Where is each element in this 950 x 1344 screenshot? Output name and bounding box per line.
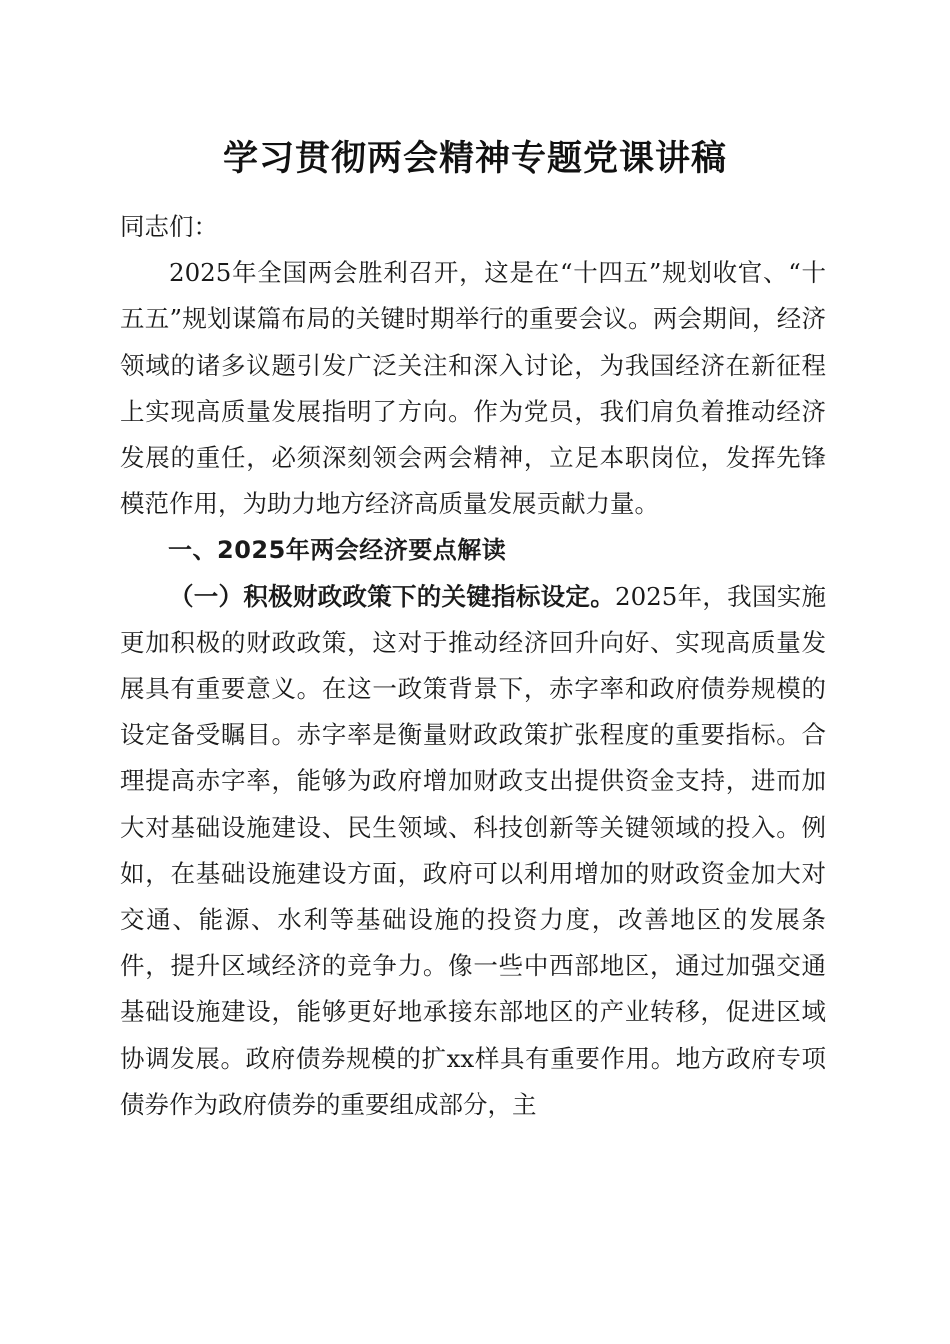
subsection-body: 2025年，我国实施更加积极的财政政策，这对于推动经济回升向好、实现高质量发展具有重要意义。在这一政策背景下，赤字率和政府债券规模的设定备受瞩目。赤字率是衡量财政政策扩张程度的重要指标。合理提高赤字率，能够为政府增加财政支出提供资金支持，进而加大对基础设施建设、民生领域、科技创新等关键领域的投入。例如，在基础设施建设方面，政府可以利用增加的财政资金加大对交通、能源、水利等基础设施的投资力度，改善地区的发展条件，提升区域经济的竞争力。像一些中西部地区，通过加强交通基础设施建设，能够更好地承接东部地区的产业转移，促进区域协调发展。政府债券规模的扩xx样具有重要作用。地方政府专项债券作为政府债券的重要组成部分，主 [120,581,826,1119]
salutation: 同志们： [120,212,218,241]
document-body [120,204,826,1128]
document-title: 学习贯彻两会精神专题党课讲稿 [222,138,727,179]
section-heading: 一、2025年两会经济要点解读 [168,536,507,565]
subsection-lead: （一）积极财政政策下的关键指标设定。 [169,581,615,611]
subsection-paragraph [120,574,826,1128]
intro-paragraph: 2025年全国两会胜利召开，这是在“十四五”规划收官、“十五五”规划谋篇布局的关键时期举行的重要会议。两会期间，经济领域的诸多议题引发广泛关注和深入讨论，为我国经济在新征程上实现高质量发展指明了方向。作为党员，我们肩负着推动经济发展的重任，必须深刻领会两会精神，立足本职岗位，发挥先锋模范作用，为助力地方经济高质量发展贡献力量。 [120,258,826,519]
